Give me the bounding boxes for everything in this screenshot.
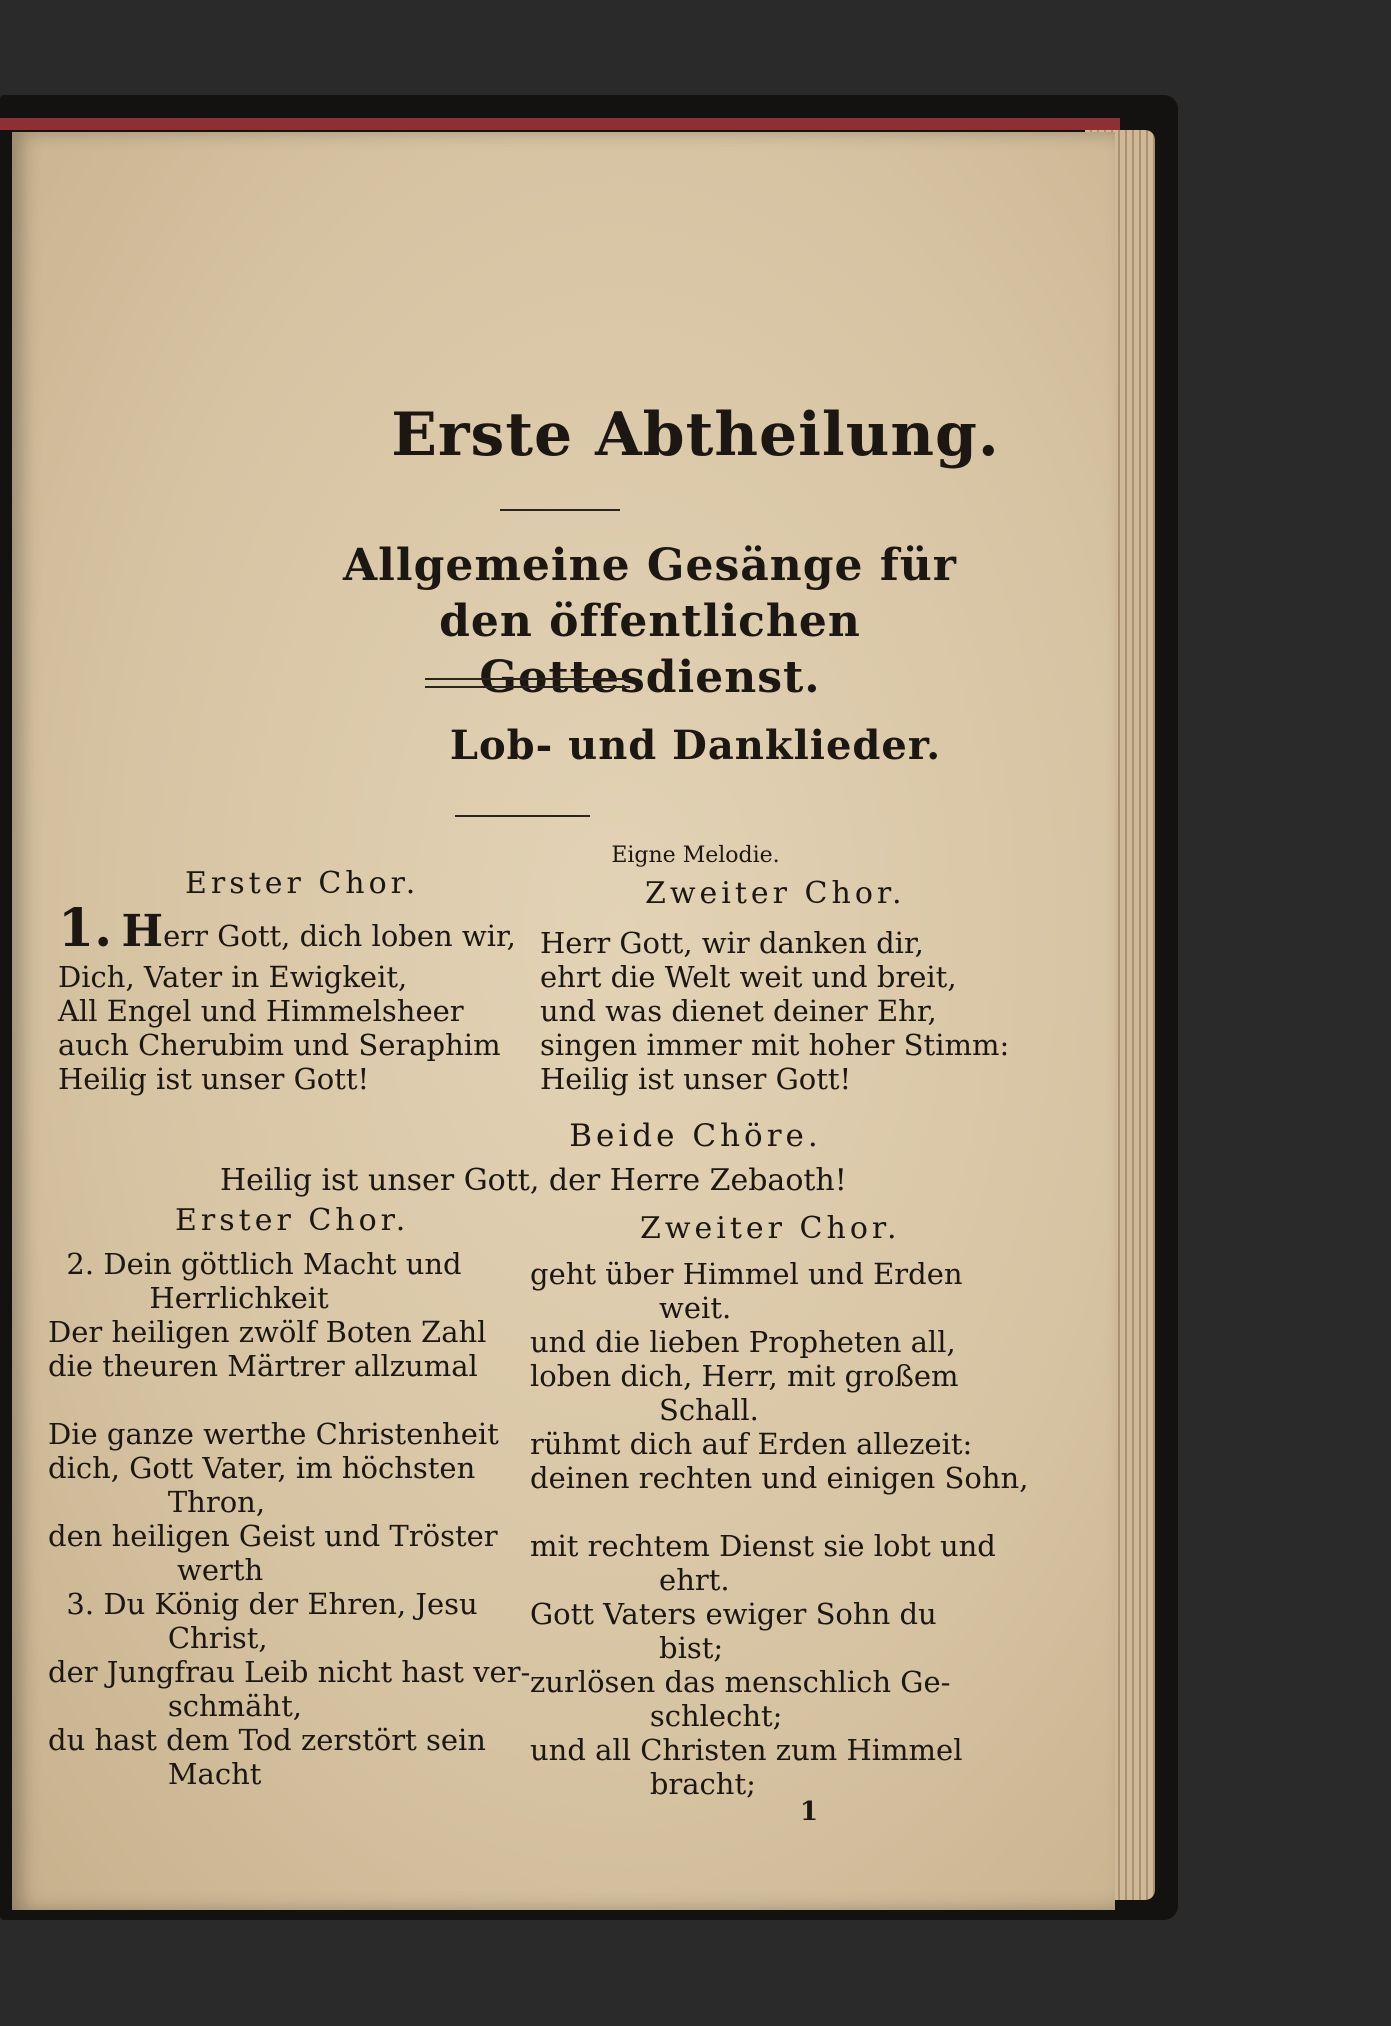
- hymn2-left-verse: 2. Dein göttlich Macht und Herrlichkeit Der heiligen zwölf Boten Zahl die theuren Märtrer allzumal Die ganze werthe Christenheit dich, Gott Vater, im höchsten Thron, den heiligen Geist und Tröster werth 3. Du König der Ehren, Jesu Christ, der Jungfrau Leib nicht hast ver- schmäht, du hast dem Tod zerstört sein Macht: [48, 1247, 531, 1791]
- hymn1-right-verse: Herr Gott, wir danken dir, ehrt die Welt weit und breit, und was dienet deiner Ehr, singen immer mit hoher Stimm: Heilig ist unser Gott!: [540, 926, 1010, 1096]
- melody-note: Eigne Melodie.: [611, 843, 780, 868]
- hymn1-left-verse: Dich, Vater in Ewigkeit, All Engel und Himmelsheer auch Cherubim und Seraphim Heilig ist unser Gott!: [58, 960, 501, 1096]
- hymn-number: 1.: [58, 898, 113, 959]
- refrain-line: Heilig ist unser Gott, der Herre Zebaoth!: [220, 1163, 847, 1198]
- main-title: Erste Abtheilung.: [391, 400, 1000, 470]
- second-choir-label: Zweiter Chor.: [645, 876, 906, 911]
- hymn2-first-choir-label: Erster Chor.: [175, 1203, 410, 1238]
- hymn1-left-line1: err Gott, dich loben wir,: [163, 919, 516, 953]
- section-title: Lob- und Danklieder.: [449, 722, 942, 769]
- page-number: 1: [800, 1797, 819, 1827]
- hymn2-second-choir-label: Zweiter Chor.: [640, 1211, 901, 1246]
- sub-title: Allgemeine Gesänge für den öffentlichen Gottesdienst.: [343, 540, 957, 703]
- hymn2-right-verse: geht über Himmel und Erden weit. und die lieben Propheten all, loben dich, Herr, mit großem Schall. rühmt dich auf Erden allezeit: deinen rechten und einigen Sohn, mit rechtem Dienst sie lobt und ehrt. Gott Vaters ewiger Sohn du bist; zurlösen das menschlich Ge- schlecht; und all Christen zum Himmel bracht;: [530, 1257, 1029, 1801]
- first-choir-label: Erster Chor.: [185, 866, 420, 901]
- title-divider: [500, 509, 620, 511]
- hymn1-left-first-line: [58, 898, 516, 959]
- section-divider: [455, 815, 590, 817]
- red-page-edge: [0, 118, 1120, 130]
- double-divider: [425, 678, 630, 688]
- drop-capital: H: [121, 906, 164, 957]
- both-choirs-label: Beide Chöre.: [569, 1118, 822, 1154]
